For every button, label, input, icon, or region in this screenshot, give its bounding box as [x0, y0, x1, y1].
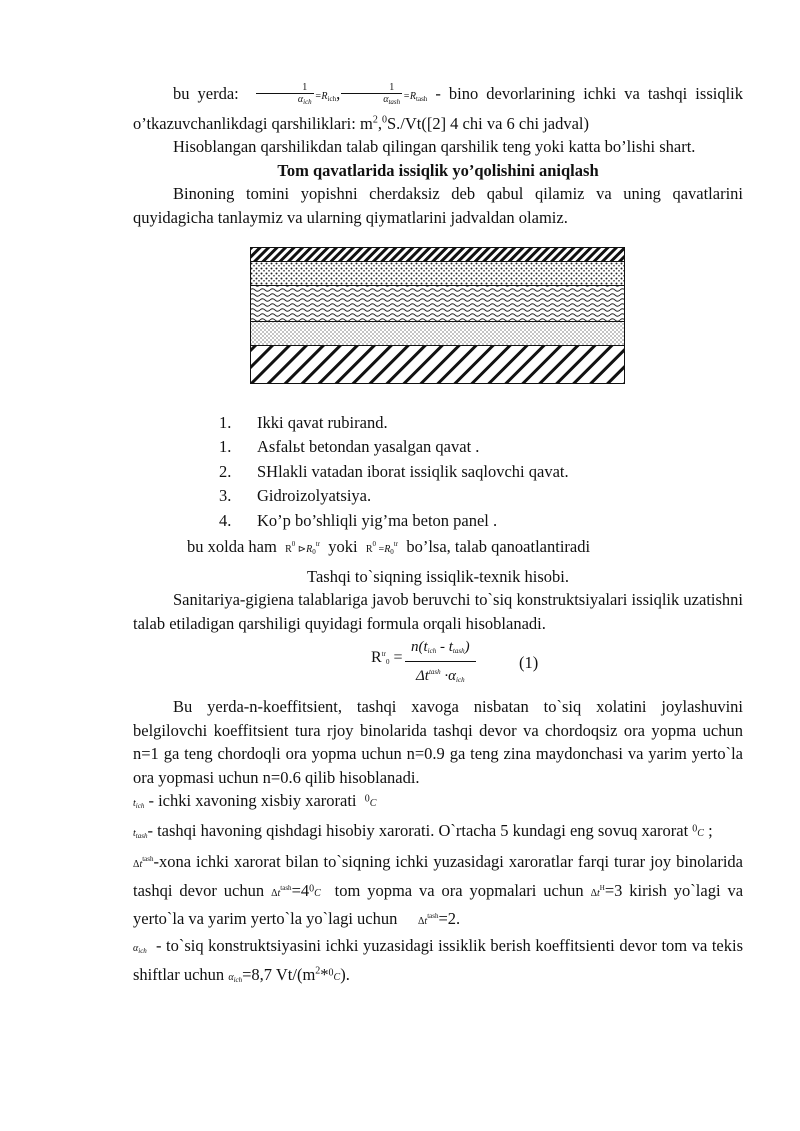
- list-item: 3. Gidroizolyatsiya.: [219, 486, 372, 505]
- fraction-alpha-ich: $\frac{1}{\alpha_{ich}}$: [256, 82, 314, 108]
- layer-slag-insulation: [251, 286, 625, 322]
- paragraph-condition: bu xolda ham $R^0$ $⊳R_0^{tr}$ yoki $R^0 =R_0^{tr}$ bo’lsa, talab qanoatlantiradi: [187, 537, 591, 556]
- paragraph-resistance-definition: bu yerda: $\frac{1}{\alpha_{ich}}$ =Rich, $\frac{1}{\alpha_{tash}}$ =Rtash - bino devorlarining ichki va tashqi issiqlik o’tkazuvchanlikdagi qarshiliklari: $m^2,^0S./Vt([2]$ 4 chi va 6 chi jadval): [133, 82, 743, 133]
- list-item: 1. Ikki qavat rubirand.: [219, 412, 388, 432]
- definition-delta-t: $\Delta t^{tash}$-xona ichki xarorat bilan to`siqning ichki yuzasidagi xaroratlar farqi turar joy binolarida tashqi devor uchun $\Delta t^{tash}=4^0C$ tom yopma va ora yopmalari uchun $\Delta t^H=3$ kirish yo`lagi va yerto`la va yarim yerto`la yo`lagi uchun $\Delta t^{tash}=2$.: [133, 852, 744, 928]
- fraction-alpha-tash: $\frac{1}{\alpha_{tash}}$: [341, 82, 402, 108]
- definition-alpha-ich: $\alpha_{ich}$ - to`siq konstruktsiyasini ichki yuzasidagi issiklik berish koeffitsienti devor tom va tekis shiftlar uchun $\alpha_{ich}=8,7$ $Vt/(m^2*^0C)$.: [133, 935, 743, 984]
- heading-thermal-calculation: Tashqi to`siqning issiqlik-texnik hisobi.: [307, 566, 569, 586]
- layer-asphalt-concrete: [251, 262, 625, 286]
- list-item: 4. Ko’p bo’shliqli yig’ma beton panel .: [219, 510, 498, 530]
- heading-roof-heat-loss: Tom qavatlarida issiqlik yo’qolishini aniqlash: [277, 160, 599, 180]
- definition-t-ich: $t_{ich}$ - ichki xavoning xisbiy xarorati $^0$C: [133, 791, 377, 810]
- paragraph-requirement: Hisoblangan qarshilikdan talab qilingan qarshilik teng yoki katta bo’lishi shart.: [173, 137, 696, 156]
- layer-rubirand: [251, 248, 625, 262]
- roof-layers-diagram: [250, 247, 625, 384]
- list-item: 2. SHlakli vatadan iborat issiqlik saqlovchi qavat.: [219, 461, 569, 481]
- formula-number: (1): [519, 653, 539, 672]
- definition-t-tash: $t_{tash}-$ tashqi havoning qishdagi hisobiy xarorati. O`rtacha 5 kundagi eng sovuq xarorat $^0$C ;: [133, 820, 713, 840]
- formula-required-resistance: $R^{tr}0$ = n(tich - ttash) $\Delta t^{tash} \cdot\alpha ich$ (1): [371, 639, 539, 684]
- layer-hollow-concrete-panel: [251, 346, 625, 384]
- list-item: 1. Asfalьt betondan yasalgan qavat .: [219, 437, 480, 456]
- document-page: [133, 82, 743, 993]
- paragraph-sanitary: Sanitariya-gigiena talablariga javob beruvchi to`siq konstruktsiyalari issiqlik uzatishni talab etiladigan qarshiligi quyidagi formula orqali hisoblanadi.: [133, 590, 743, 633]
- paragraph-roof-intro: Binoning tomini yopishni cherdaksiz deb qabul qilamiz va uning qavatlarini quyidagicha tanlaymiz va ularning qiymatlarini jadvaldan olamiz.: [133, 184, 743, 227]
- layer-waterproofing: [251, 322, 625, 346]
- layers-list: [133, 411, 743, 534]
- paragraph-coefficient-n: Bu yerda-n-koeffitsient, tashqi xavoga nisbatan to`siq xolatini joylashuvini belgilovchi koeffitsient tura rjoy binolarida tashqi devor va chordoqsiz ora yopma uchun n=1 ga teng chordoqli ora yopma uchun n=0.9 ga teng zina maydonchasi va yarim yerto`la ora yopmasi uchun n=0.6 qilib hisoblanadi.: [133, 697, 743, 787]
